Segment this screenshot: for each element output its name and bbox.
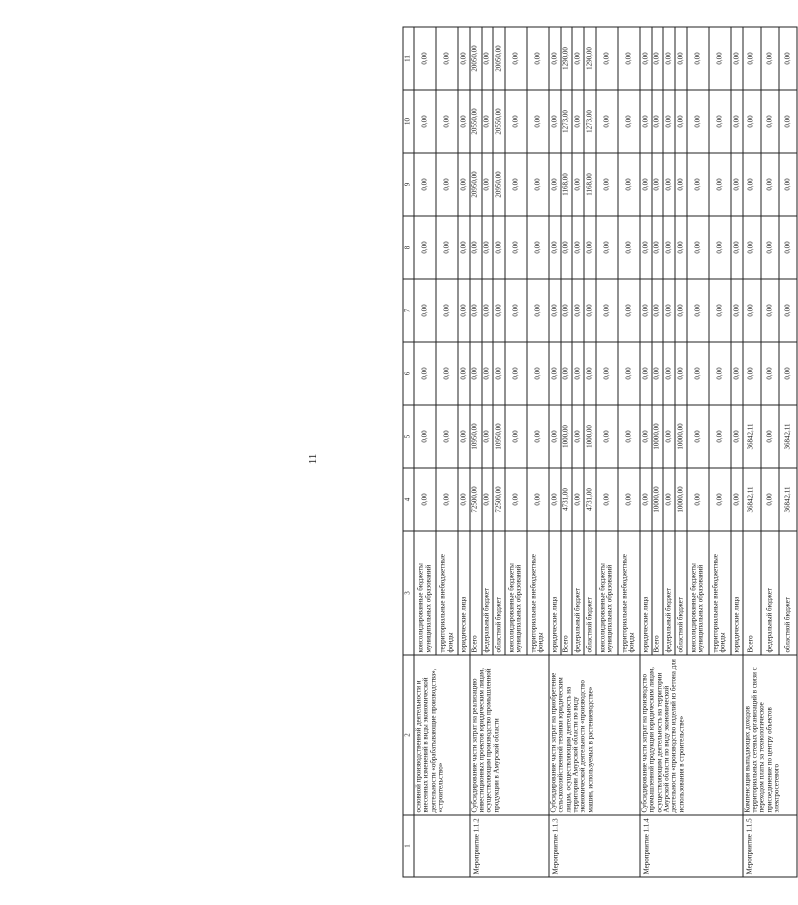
funding-source-cell: федеральный бюджет [663, 531, 675, 655]
amount-cell: 0,00 [458, 405, 470, 468]
column-number: 2 [403, 655, 414, 815]
amount-cell: 0,00 [618, 216, 640, 279]
amount-cell: 0,00 [709, 279, 731, 342]
amount-cell: 0,00 [436, 279, 458, 342]
column-number: 11 [403, 27, 414, 90]
amount-cell: 0,00 [618, 342, 640, 405]
measure-id-cell: Мероприятие 1.1.2 [470, 815, 549, 877]
amount-cell: 0,00 [561, 279, 573, 342]
amount-cell: 0,00 [731, 405, 743, 468]
amount-cell: 0,00 [640, 216, 652, 279]
amount-cell: 0,00 [470, 216, 482, 279]
amount-cell: 0,00 [549, 405, 561, 468]
amount-cell: 1273,00 [561, 90, 573, 153]
measure-id-cell: Мероприятие 1.1.4 [640, 815, 743, 877]
funding-source-cell: федеральный бюджет [572, 531, 584, 655]
amount-cell: 0,00 [505, 279, 527, 342]
amount-cell: 0,00 [527, 468, 549, 531]
amount-cell: 0,00 [493, 279, 505, 342]
amount-cell: 0,00 [596, 342, 618, 405]
amount-cell: 0,00 [663, 405, 675, 468]
amount-cell: 0,00 [596, 27, 618, 90]
funding-source-cell: консолидированные бюджеты муниципальных образований [687, 531, 709, 655]
amount-cell: 0,00 [675, 279, 687, 342]
amount-cell: 0,00 [470, 279, 482, 342]
funding-source-cell: юридические лица [640, 531, 652, 655]
amount-cell: 0,00 [618, 27, 640, 90]
amount-cell: 0,00 [709, 405, 731, 468]
amount-cell: 0,00 [709, 342, 731, 405]
amount-cell: 10000,00 [675, 405, 687, 468]
amount-cell: 0,00 [743, 90, 761, 153]
budget-table [403, 27, 798, 878]
funding-source-cell: федеральный бюджет [761, 531, 779, 655]
amount-cell: 0,00 [779, 342, 797, 405]
amount-cell: 10000,00 [652, 468, 664, 531]
amount-cell: 0,00 [640, 153, 652, 216]
amount-cell: 0,00 [505, 216, 527, 279]
amount-cell: 0,00 [743, 27, 761, 90]
amount-cell: 0,00 [527, 405, 549, 468]
amount-cell: 0,00 [652, 153, 664, 216]
amount-cell: 0,00 [675, 153, 687, 216]
amount-cell: 0,00 [458, 153, 470, 216]
amount-cell: 36842,11 [743, 468, 761, 531]
amount-cell: 0,00 [549, 27, 561, 90]
amount-cell: 0,00 [687, 279, 709, 342]
amount-cell: 0,00 [572, 216, 584, 279]
amount-cell: 0,00 [436, 153, 458, 216]
amount-cell: 20950,00 [470, 153, 482, 216]
amount-cell: 1273,00 [584, 90, 596, 153]
column-number: 4 [403, 468, 414, 531]
amount-cell: 0,00 [572, 90, 584, 153]
amount-cell: 20550,00 [493, 90, 505, 153]
amount-cell: 0,00 [505, 405, 527, 468]
amount-cell: 0,00 [663, 342, 675, 405]
amount-cell: 0,00 [527, 27, 549, 90]
amount-cell: 0,00 [482, 342, 494, 405]
amount-cell: 0,00 [731, 153, 743, 216]
amount-cell: 0,00 [652, 90, 664, 153]
measure-description-cell: Компенсация выпадающих доходов территориальных сетевых организаций в связи с переходом платы за технологическое присоединение по центру объектов электросетевого [743, 655, 797, 815]
amount-cell: 0,00 [687, 342, 709, 405]
amount-cell: 0,00 [675, 342, 687, 405]
amount-cell: 0,00 [458, 27, 470, 90]
amount-cell: 0,00 [561, 216, 573, 279]
amount-cell: 0,00 [458, 90, 470, 153]
amount-cell: 10950,00 [493, 405, 505, 468]
amount-cell: 0,00 [549, 342, 561, 405]
funding-source-cell: областной бюджет [675, 531, 687, 655]
amount-cell: 0,00 [414, 279, 436, 342]
budget-table-sheet [403, 28, 798, 878]
amount-cell: 0,00 [779, 279, 797, 342]
amount-cell: 0,00 [743, 216, 761, 279]
amount-cell: 0,00 [596, 279, 618, 342]
amount-cell: 0,00 [743, 153, 761, 216]
amount-cell: 0,00 [640, 27, 652, 90]
amount-cell: 0,00 [436, 27, 458, 90]
amount-cell: 0,00 [731, 279, 743, 342]
amount-cell: 0,00 [709, 27, 731, 90]
funding-source-cell: областной бюджет [493, 531, 505, 655]
amount-cell: 0,00 [687, 90, 709, 153]
amount-cell: 0,00 [584, 279, 596, 342]
amount-cell: 0,00 [652, 27, 664, 90]
amount-cell: 1000,00 [584, 405, 596, 468]
amount-cell: 0,00 [505, 90, 527, 153]
amount-cell: 0,00 [663, 90, 675, 153]
amount-cell: 1168,00 [561, 153, 573, 216]
measure-description-cell: Субсидирование части затрат на приобретение сельскохозяйственной техники юридическим лицам, осуществляющим деятельность на территории Амурской области по виду экономической деятельности «производство машин, используемых в растениеводстве» [549, 655, 640, 815]
amount-cell: 0,00 [584, 216, 596, 279]
amount-cell: 10000,00 [652, 405, 664, 468]
table-row [549, 27, 561, 877]
amount-cell: 0,00 [779, 216, 797, 279]
amount-cell: 0,00 [549, 90, 561, 153]
amount-cell: 0,00 [572, 279, 584, 342]
funding-source-cell: Всего [743, 531, 761, 655]
amount-cell: 20050,00 [470, 27, 482, 90]
amount-cell: 0,00 [572, 342, 584, 405]
amount-cell: 0,00 [493, 216, 505, 279]
funding-source-cell: консолидированные бюджеты муниципальных образований [596, 531, 618, 655]
amount-cell: 0,00 [414, 27, 436, 90]
funding-source-cell: территориальные внебюджетные фонды [527, 531, 549, 655]
amount-cell: 0,00 [414, 90, 436, 153]
funding-source-cell: территориальные внебюджетные фонды [436, 531, 458, 655]
amount-cell: 0,00 [709, 468, 731, 531]
amount-cell: 0,00 [709, 90, 731, 153]
amount-cell: 0,00 [640, 405, 652, 468]
table-row [743, 27, 761, 877]
amount-cell: 0,00 [505, 153, 527, 216]
amount-cell: 0,00 [414, 468, 436, 531]
amount-cell: 1168,00 [584, 153, 596, 216]
amount-cell: 0,00 [527, 90, 549, 153]
amount-cell: 0,00 [549, 468, 561, 531]
amount-cell: 0,00 [652, 216, 664, 279]
measure-id-cell [414, 815, 470, 877]
amount-cell: 1290,00 [584, 27, 596, 90]
amount-cell: 0,00 [761, 90, 779, 153]
amount-cell: 0,00 [414, 216, 436, 279]
amount-cell: 0,00 [572, 405, 584, 468]
column-number: 3 [403, 531, 414, 655]
amount-cell: 0,00 [596, 468, 618, 531]
amount-cell: 0,00 [779, 27, 797, 90]
page-number: 11 [307, 453, 319, 465]
amount-cell: 0,00 [687, 405, 709, 468]
amount-cell: 0,00 [675, 90, 687, 153]
column-number: 5 [403, 405, 414, 468]
amount-cell: 20550,00 [470, 90, 482, 153]
amount-cell: 0,00 [596, 405, 618, 468]
funding-source-cell: консолидированные бюджеты муниципальных образований [414, 531, 436, 655]
amount-cell: 0,00 [414, 342, 436, 405]
amount-cell: 20950,00 [493, 153, 505, 216]
amount-cell: 0,00 [436, 90, 458, 153]
amount-cell: 0,00 [618, 405, 640, 468]
amount-cell: 0,00 [549, 279, 561, 342]
amount-cell: 0,00 [482, 468, 494, 531]
table-row [640, 27, 652, 877]
amount-cell: 0,00 [687, 216, 709, 279]
amount-cell: 0,00 [761, 405, 779, 468]
amount-cell: 0,00 [493, 342, 505, 405]
amount-cell: 0,00 [779, 90, 797, 153]
amount-cell: 0,00 [527, 279, 549, 342]
table-row [470, 27, 482, 877]
funding-source-cell: Всего [561, 531, 573, 655]
amount-cell: 0,00 [458, 468, 470, 531]
amount-cell: 4731,00 [561, 468, 573, 531]
funding-source-cell: Всего [470, 531, 482, 655]
amount-cell: 0,00 [687, 153, 709, 216]
amount-cell: 20050,00 [493, 27, 505, 90]
amount-cell: 0,00 [458, 216, 470, 279]
amount-cell: 0,00 [731, 27, 743, 90]
amount-cell: 36842,11 [779, 468, 797, 531]
column-number: 9 [403, 153, 414, 216]
amount-cell: 0,00 [663, 27, 675, 90]
amount-cell: 0,00 [761, 279, 779, 342]
funding-source-cell: юридические лица [731, 531, 743, 655]
amount-cell: 0,00 [743, 279, 761, 342]
funding-source-cell: Всего [652, 531, 664, 655]
amount-cell: 0,00 [436, 405, 458, 468]
amount-cell: 0,00 [640, 279, 652, 342]
amount-cell: 0,00 [572, 27, 584, 90]
amount-cell: 0,00 [572, 468, 584, 531]
amount-cell: 72500,00 [470, 468, 482, 531]
amount-cell: 0,00 [743, 342, 761, 405]
amount-cell: 0,00 [663, 279, 675, 342]
amount-cell: 0,00 [414, 153, 436, 216]
amount-cell: 0,00 [731, 468, 743, 531]
funding-source-cell: территориальные внебюджетные фонды [618, 531, 640, 655]
amount-cell: 4731,00 [584, 468, 596, 531]
amount-cell: 0,00 [549, 216, 561, 279]
amount-cell: 0,00 [618, 153, 640, 216]
amount-cell: 0,00 [482, 279, 494, 342]
column-number: 8 [403, 216, 414, 279]
amount-cell: 0,00 [761, 342, 779, 405]
amount-cell: 0,00 [761, 468, 779, 531]
amount-cell: 0,00 [640, 468, 652, 531]
amount-cell: 0,00 [561, 342, 573, 405]
column-number-row [403, 27, 414, 877]
amount-cell: 0,00 [527, 216, 549, 279]
amount-cell: 0,00 [596, 153, 618, 216]
amount-cell: 0,00 [618, 90, 640, 153]
amount-cell: 0,00 [663, 216, 675, 279]
measure-id-cell: Мероприятие 1.1.3 [549, 815, 640, 877]
amount-cell: 36842,11 [779, 405, 797, 468]
amount-cell: 0,00 [470, 342, 482, 405]
amount-cell: 0,00 [663, 468, 675, 531]
amount-cell: 0,00 [731, 90, 743, 153]
amount-cell: 0,00 [652, 342, 664, 405]
column-number: 7 [403, 279, 414, 342]
amount-cell: 0,00 [596, 90, 618, 153]
amount-cell: 0,00 [618, 468, 640, 531]
amount-cell: 1290,00 [561, 27, 573, 90]
amount-cell: 0,00 [761, 27, 779, 90]
amount-cell: 10950,00 [470, 405, 482, 468]
measure-description-cell: Субсидирование части затрат на производство промышленной продукции юридическим лицам, осуществляющим деятельность на территории Амурской области по виду экономической деятельности «производство изделий из бетона для использования в строительстве» [640, 655, 743, 815]
amount-cell: 0,00 [549, 153, 561, 216]
amount-cell: 0,00 [436, 342, 458, 405]
amount-cell: 0,00 [709, 153, 731, 216]
amount-cell: 0,00 [482, 216, 494, 279]
amount-cell: 0,00 [436, 216, 458, 279]
amount-cell: 1000,00 [561, 405, 573, 468]
amount-cell: 0,00 [761, 153, 779, 216]
amount-cell: 0,00 [709, 216, 731, 279]
funding-source-cell: юридические лица [458, 531, 470, 655]
amount-cell: 0,00 [640, 90, 652, 153]
amount-cell: 0,00 [527, 342, 549, 405]
amount-cell: 0,00 [414, 405, 436, 468]
amount-cell: 0,00 [482, 153, 494, 216]
amount-cell: 0,00 [505, 27, 527, 90]
funding-source-cell: юридические лица [549, 531, 561, 655]
amount-cell: 0,00 [505, 468, 527, 531]
table-row [414, 27, 436, 877]
amount-cell: 0,00 [675, 216, 687, 279]
amount-cell: 0,00 [640, 342, 652, 405]
amount-cell: 0,00 [596, 216, 618, 279]
amount-cell: 0,00 [663, 153, 675, 216]
amount-cell: 0,00 [618, 279, 640, 342]
amount-cell: 0,00 [652, 279, 664, 342]
amount-cell: 36842,11 [743, 405, 761, 468]
amount-cell: 0,00 [687, 27, 709, 90]
funding-source-cell: федеральный бюджет [482, 531, 494, 655]
funding-source-cell: областной бюджет [584, 531, 596, 655]
funding-source-cell: консолидированные бюджеты муниципальных образований [505, 531, 527, 655]
measure-description-cell: Субсидирование части затрат на реализацию инвестиционных проектов юридическим лицам, осуществляющим производство промышленной продукции в Амурской области [470, 655, 549, 815]
amount-cell: 0,00 [527, 153, 549, 216]
amount-cell: 0,00 [458, 279, 470, 342]
amount-cell: 0,00 [584, 342, 596, 405]
funding-source-cell: областной бюджет [779, 531, 797, 655]
amount-cell: 0,00 [731, 342, 743, 405]
amount-cell: 0,00 [572, 153, 584, 216]
funding-source-cell: территориальные внебюджетные фонды [709, 531, 731, 655]
amount-cell: 0,00 [436, 468, 458, 531]
measure-id-cell: Мероприятие 1.1.5 [743, 815, 797, 877]
amount-cell: 10000,00 [675, 468, 687, 531]
amount-cell: 0,00 [761, 216, 779, 279]
measure-description-cell: основной производственной деятельности и внесенных изменений в виды экономической деятельности «обрабатывающие производства», «строительство» [414, 655, 470, 815]
column-number: 10 [403, 90, 414, 153]
amount-cell: 0,00 [675, 27, 687, 90]
amount-cell: 0,00 [505, 342, 527, 405]
amount-cell: 72500,00 [493, 468, 505, 531]
amount-cell: 0,00 [779, 153, 797, 216]
column-number: 6 [403, 342, 414, 405]
amount-cell: 0,00 [458, 342, 470, 405]
amount-cell: 0,00 [482, 90, 494, 153]
column-number: 1 [403, 815, 414, 877]
amount-cell: 0,00 [482, 405, 494, 468]
amount-cell: 0,00 [482, 27, 494, 90]
amount-cell: 0,00 [731, 216, 743, 279]
amount-cell: 0,00 [687, 468, 709, 531]
